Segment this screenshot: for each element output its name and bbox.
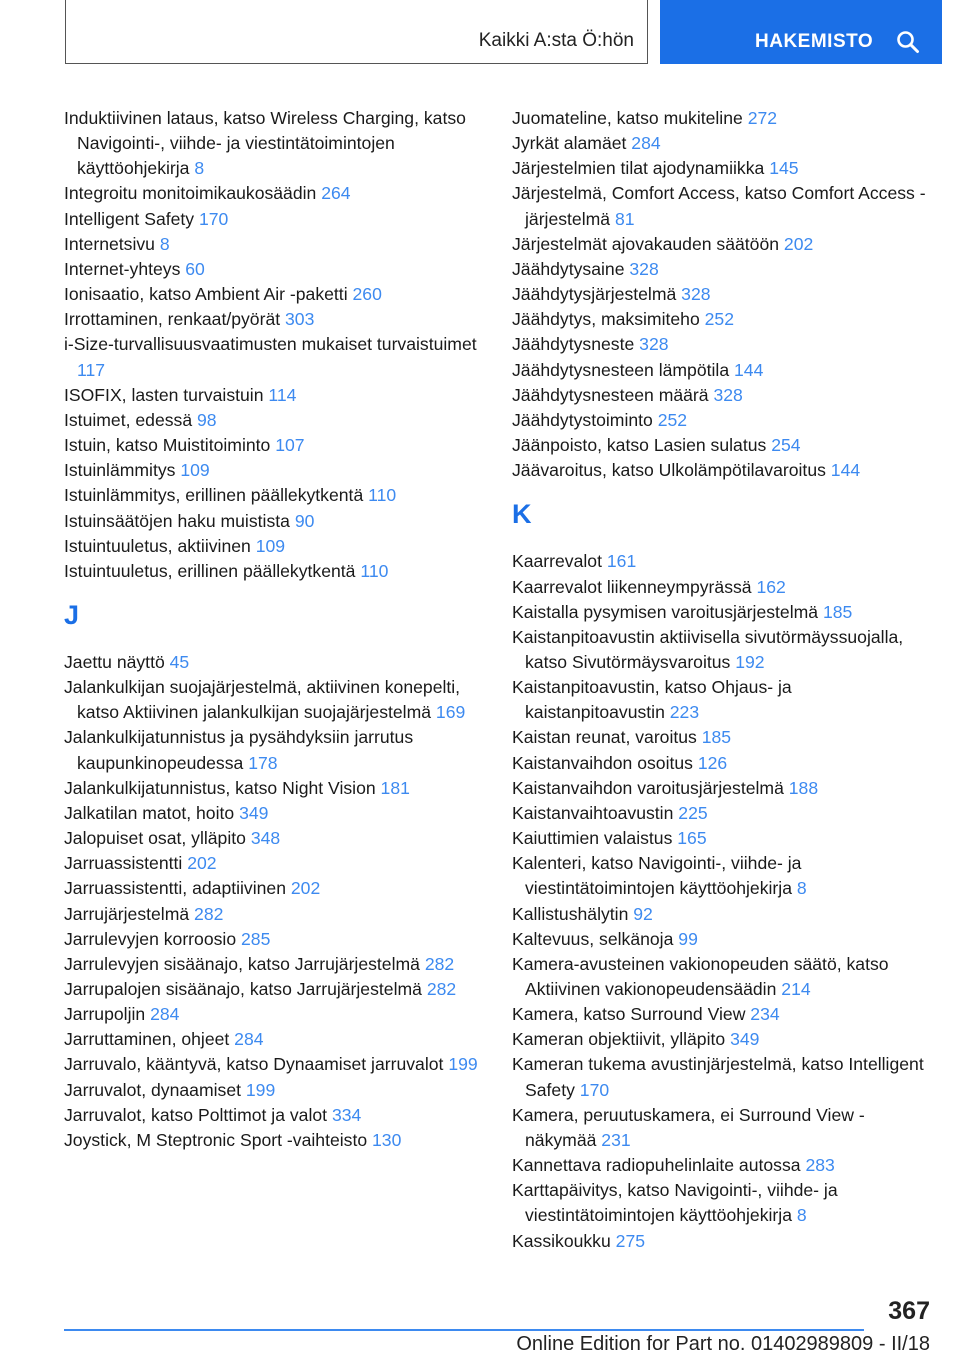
page-link[interactable]: 188 <box>788 777 819 798</box>
page-link[interactable]: 169 <box>435 702 466 723</box>
page-link[interactable]: 349 <box>239 802 269 823</box>
page-link[interactable]: 303 <box>285 309 315 330</box>
page-link[interactable]: 178 <box>248 752 278 773</box>
index-entry <box>64 257 484 282</box>
page-link[interactable]: 117 <box>77 359 106 380</box>
entry-text: Istuintuuletus, aktiivinen <box>64 535 251 556</box>
entry-text: Jalankulkijatunnistus ja pysähdyksiin jarrutus kaupunkinopeudessa <box>64 727 414 773</box>
page-link[interactable]: 8 <box>159 233 170 254</box>
index-label: HAKEMISTO <box>755 31 874 52</box>
index-entry <box>512 575 932 600</box>
entry-text: Kaistanvaihdon osoitus <box>512 752 693 773</box>
index-entry <box>512 232 932 257</box>
index-entry <box>512 383 932 408</box>
index-entry <box>64 534 484 559</box>
page-link[interactable]: 284 <box>234 1029 264 1050</box>
search-icon[interactable] <box>896 30 920 54</box>
entry-text: Jäähdytys, maksimiteho <box>512 309 700 330</box>
entry-text: Kaistanvaihdon varoitusjärjestelmä <box>512 777 784 798</box>
page-link[interactable]: 130 <box>372 1129 402 1150</box>
index-entry <box>64 207 484 232</box>
page-link[interactable]: 282 <box>426 979 457 999</box>
entry-text: Kalenteri, katso Navigointi-, viihde- ja viestintätoimintojen käyttöohjekirja <box>512 853 802 899</box>
entry-text: Kaarrevalot liikenneympyrässä <box>512 576 752 597</box>
index-entry <box>64 902 484 927</box>
entry-text: Jaettu näyttö <box>64 651 165 672</box>
entry-text: Juomateline, katso mukiteline <box>512 108 743 128</box>
page-link[interactable]: 214 <box>781 979 811 999</box>
entry-text: Jarruvalo, kääntyvä, katso Dynaamiset jarruvalot <box>64 1054 444 1075</box>
index-entry <box>512 952 932 1002</box>
page-link[interactable]: 99 <box>678 928 698 949</box>
page-link[interactable]: 225 <box>678 802 708 823</box>
entry-text: Karttapäivitys, katso Navigointi-, viihde- ja viestintätoimintojen käyttöohjekirja <box>512 1180 838 1226</box>
page-link[interactable]: 234 <box>750 1004 780 1025</box>
entry-text: Jarrulevyjen korroosio <box>64 928 237 949</box>
page-link[interactable]: 199 <box>245 1079 276 1100</box>
page-link[interactable]: 202 <box>290 878 321 899</box>
page-link[interactable]: 107 <box>275 435 305 456</box>
entry-text: Jarruassistentti, adaptiivinen <box>64 878 286 899</box>
index-entry <box>512 1103 932 1153</box>
entry-text: Kannettava radiopuhelinlaite autossa <box>512 1155 801 1176</box>
entry-text: Jäähdytysneste <box>512 334 635 355</box>
index-entry <box>512 801 932 826</box>
entry-text: Kaistanvaihtoavustin <box>512 802 674 823</box>
page-link[interactable]: 272 <box>747 108 778 128</box>
page-link[interactable]: 60 <box>185 258 205 279</box>
index-entry <box>64 851 484 876</box>
index-entry <box>64 1128 484 1153</box>
section-letter-k: K <box>512 499 532 530</box>
index-entry <box>512 181 932 231</box>
entry-text: Istuintuuletus, erillinen päällekytkentä <box>64 560 356 581</box>
index-entry <box>64 826 484 851</box>
all-a-to-z-tab[interactable] <box>65 0 648 64</box>
index-entry <box>512 1002 932 1027</box>
entry-text: Kaistanpitoavustin aktiivisella sivutörmäyssuojalla, katso Sivutörmäysvaroitus <box>512 626 904 672</box>
index-entry <box>64 559 484 584</box>
entry-text: Jäähdytystoiminto <box>512 409 653 430</box>
index-entry <box>64 675 484 725</box>
entry-text: Jalankulkijan suojajärjestelmä, aktiivinen konepelti, katso Aktiivinen jalankulkijan suojajärjestelmä <box>64 677 461 723</box>
entry-text: Intelligent Safety <box>64 208 195 229</box>
page-link[interactable]: 90 <box>294 510 315 531</box>
page-link[interactable]: 145 <box>769 158 799 179</box>
index-tab[interactable] <box>660 0 942 64</box>
page-link[interactable]: 202 <box>187 853 217 874</box>
entry-text: Jarruvalot, katso Polttimot ja valot <box>64 1104 328 1125</box>
index-entry <box>512 725 932 750</box>
index-entry <box>64 952 484 977</box>
entry-text: Jäähdytysjärjestelmä <box>512 284 677 305</box>
page-link[interactable]: 170 <box>579 1079 610 1100</box>
entry-text: Jäänpoisto, katso Lasien sulatus <box>512 435 767 456</box>
entry-text: Kameran tukema avustinjärjestelmä, katso Intelligent Safety <box>512 1054 924 1100</box>
entry-text: Jarrulevyjen sisäänajo, katso Jarrujärjestelmä <box>64 953 420 974</box>
index-entry <box>512 1229 932 1254</box>
index-entry <box>64 876 484 901</box>
index-entry <box>64 1052 484 1077</box>
entry-text: Istuinlämmitys <box>64 460 176 481</box>
index-entry <box>64 977 484 1002</box>
index-entry <box>512 282 932 307</box>
index-entry <box>512 675 932 725</box>
index-entry <box>512 751 932 776</box>
index-entry <box>512 458 932 483</box>
entry-text: Kaistalla pysymisen varoitusjärjestelmä <box>512 601 819 622</box>
entry-text: Internet-yhteys <box>64 258 181 279</box>
page-link[interactable]: 98 <box>197 409 217 430</box>
entry-text: Kameran objektiivit, ylläpito <box>512 1029 726 1050</box>
index-entry <box>512 1153 932 1178</box>
page-link[interactable]: 8 <box>194 158 205 179</box>
page-link[interactable]: 260 <box>352 284 382 305</box>
index-entry <box>64 383 484 408</box>
index-entry <box>512 156 932 181</box>
index-entry <box>512 776 932 801</box>
index-entry <box>512 1178 932 1228</box>
entry-list-i <box>64 106 484 584</box>
page-link[interactable]: 114 <box>268 384 297 405</box>
entry-text: Jyrkät alamäet <box>512 133 627 154</box>
footer-rule <box>64 1329 864 1331</box>
page-link[interactable]: 144 <box>830 460 861 481</box>
index-entry <box>512 549 932 574</box>
page-link[interactable]: 8 <box>796 878 807 899</box>
page-link[interactable]: 109 <box>180 460 210 481</box>
index-entry <box>64 106 484 181</box>
entry-text: Jäävaroitus, katso Ulkolämpötilavaroitus <box>512 460 826 481</box>
page-link[interactable]: 275 <box>615 1230 646 1251</box>
page-link[interactable]: 185 <box>822 601 853 622</box>
entry-text: Kassikoukku <box>512 1230 611 1251</box>
index-entry <box>512 433 932 458</box>
index-entry <box>64 725 484 775</box>
page-link[interactable]: 126 <box>697 752 728 773</box>
entry-text: Kaistan reunat, varoitus <box>512 727 697 748</box>
entry-text: i-Size-turvallisuusvaatimusten mukaiset turvaistuimet <box>64 334 477 355</box>
entry-text: Jarruvalot, dynaamiset <box>64 1079 241 1100</box>
page-link[interactable]: 110 <box>360 560 389 581</box>
index-entry <box>64 1027 484 1052</box>
index-column-left <box>64 106 484 1153</box>
index-entry <box>512 131 932 156</box>
index-entry <box>512 826 932 851</box>
entry-text: Jarrupoljin <box>64 1004 146 1025</box>
index-entry <box>64 650 484 675</box>
entry-text: Jäähdytysnesteen lämpötila <box>512 359 730 380</box>
index-entry <box>64 181 484 206</box>
page-link[interactable]: 282 <box>194 903 224 924</box>
entry-text: Istuinsäätöjen haku muistista <box>64 510 290 531</box>
index-entry <box>64 408 484 433</box>
page-link[interactable]: 252 <box>657 409 688 430</box>
entry-text: Kaiuttimien valaistus <box>512 828 673 849</box>
index-entry <box>512 307 932 332</box>
index-entry <box>64 801 484 826</box>
page-link[interactable]: 92 <box>633 903 653 924</box>
entry-text: Istuimet, edessä <box>64 409 193 430</box>
entry-text: Integroitu monitoimikaukosäädin <box>64 183 317 204</box>
index-entry <box>64 776 484 801</box>
page-link[interactable]: 110 <box>368 485 397 506</box>
page-link[interactable]: 284 <box>631 133 661 154</box>
entry-text: Jarruassistentti <box>64 853 183 874</box>
entry-text: Jäähdytysaine <box>512 258 625 279</box>
index-entry <box>64 232 484 257</box>
page-link[interactable]: 328 <box>681 284 711 305</box>
page-link[interactable]: 199 <box>448 1054 478 1075</box>
page-link[interactable]: 264 <box>321 183 351 204</box>
page-link[interactable]: 284 <box>150 1004 180 1025</box>
page-link[interactable]: 45 <box>169 651 190 672</box>
entry-text: Jalankulkijatunnistus, katso Night Vision <box>64 777 376 798</box>
index-entry <box>512 106 932 131</box>
page-link[interactable]: 328 <box>629 258 659 279</box>
page-link[interactable]: 282 <box>424 953 455 974</box>
index-entry <box>64 307 484 332</box>
index-column-right <box>512 106 932 1254</box>
page-link[interactable]: 8 <box>796 1205 807 1226</box>
index-entry <box>512 851 932 901</box>
index-entry <box>64 332 484 382</box>
index-entry <box>64 1002 484 1027</box>
entry-text: Induktiivinen lataus, katso Wireless Charging, katso Navigointi-, viihde- ja viestintätoimintojen käyttöohjekirja <box>64 108 466 179</box>
entry-text: Järjestelmien tilat ajodynamiikka <box>512 158 765 179</box>
page-link[interactable]: 165 <box>677 828 707 849</box>
entry-text: Internetsivu <box>64 233 155 254</box>
page-link[interactable]: 285 <box>241 928 271 949</box>
entry-list-j <box>64 650 484 1153</box>
index-entry <box>64 927 484 952</box>
entry-text: Istuinlämmitys, erillinen päällekytkentä <box>64 485 364 506</box>
index-entry <box>512 600 932 625</box>
entry-text: Jalkatilan matot, hoito <box>64 802 235 823</box>
entry-text: Järjestelmä, Comfort Access, katso Comfort Access -järjestelmä <box>512 183 926 229</box>
entry-list-k <box>512 549 932 1253</box>
page-link[interactable]: 231 <box>601 1129 631 1150</box>
entry-text: Irrottaminen, renkaat/pyörät <box>64 309 281 330</box>
index-entry <box>64 509 484 534</box>
entry-text: Kaltevuus, selkänoja <box>512 928 674 949</box>
index-entry <box>512 927 932 952</box>
index-entry <box>512 902 932 927</box>
page-link[interactable]: 334 <box>331 1104 362 1125</box>
entry-text: Ionisaatio, katso Ambient Air -paketti <box>64 284 348 305</box>
entry-text: Kamera-avusteinen vakionopeuden säätö, katso Aktiivinen vakionopeudensäädin <box>512 953 889 999</box>
page-link[interactable]: 109 <box>255 535 286 556</box>
page-link[interactable]: 170 <box>198 208 229 229</box>
index-entry <box>64 282 484 307</box>
entry-list-j-cont <box>512 106 932 483</box>
entry-text: Jarrujärjestelmä <box>64 903 190 924</box>
page-link[interactable]: 162 <box>756 576 786 597</box>
page-link[interactable]: 254 <box>771 435 801 456</box>
entry-text: Jarruttaminen, ohjeet <box>64 1029 230 1050</box>
entry-text: Kallistushälytin <box>512 903 629 924</box>
index-entry <box>64 1078 484 1103</box>
entry-text: Jalopuiset osat, ylläpito <box>64 828 246 849</box>
entry-text: Järjestelmät ajovakauden säätöön <box>512 233 780 254</box>
index-entry <box>64 458 484 483</box>
index-entry <box>64 483 484 508</box>
page-link[interactable]: 144 <box>734 359 764 380</box>
index-entry <box>512 332 932 357</box>
page-link[interactable]: 185 <box>701 727 732 748</box>
page-link[interactable]: 81 <box>614 208 635 229</box>
entry-text: Kaistanpitoavustin, katso Ohjaus- ja kaistanpitoavustin <box>512 677 792 723</box>
entry-text: Kamera, katso Surround View <box>512 1004 746 1025</box>
entry-text: Joystick, M Steptronic Sport -vaihteisto <box>64 1129 368 1150</box>
entry-text: Kamera, peruutuskamera, ei Surround View -näkymää <box>512 1104 865 1150</box>
page-link[interactable]: 348 <box>250 828 281 849</box>
index-entry <box>512 625 932 675</box>
entry-text: Jarrupalojen sisäänajo, katso Jarrujärjestelmä <box>64 979 422 999</box>
index-entry <box>512 358 932 383</box>
index-entry <box>512 408 932 433</box>
page-link[interactable]: 192 <box>735 651 765 672</box>
entry-text: Kaarrevalot <box>512 551 602 572</box>
page-link[interactable]: 349 <box>730 1029 760 1050</box>
page-link[interactable]: 223 <box>669 702 700 723</box>
tab-label: Kaikki A:sta Ö:hön <box>478 30 634 51</box>
section-letter-j: J <box>64 599 80 630</box>
page-link[interactable]: 328 <box>639 334 669 355</box>
page-link[interactable]: 181 <box>380 777 410 798</box>
index-entry <box>64 433 484 458</box>
index-entry <box>64 1103 484 1128</box>
entry-text: Istuin, katso Muistitoiminto <box>64 435 271 456</box>
page-number: 367 <box>888 1297 930 1325</box>
page-link[interactable]: 161 <box>606 551 637 572</box>
index-entry <box>512 1027 932 1052</box>
page-link[interactable]: 283 <box>805 1155 835 1176</box>
entry-text: Jäähdytysnesteen määrä <box>512 384 709 405</box>
index-entry <box>512 1052 932 1102</box>
index-entry <box>512 257 932 282</box>
page-link[interactable]: 202 <box>783 233 814 254</box>
page-link[interactable]: 328 <box>713 384 743 405</box>
page-link[interactable]: 252 <box>704 309 734 330</box>
footer-edition: Online Edition for Part no. 01402989809 - II/18 <box>516 1333 930 1355</box>
entry-text: ISOFIX, lasten turvaistuin <box>64 384 264 405</box>
